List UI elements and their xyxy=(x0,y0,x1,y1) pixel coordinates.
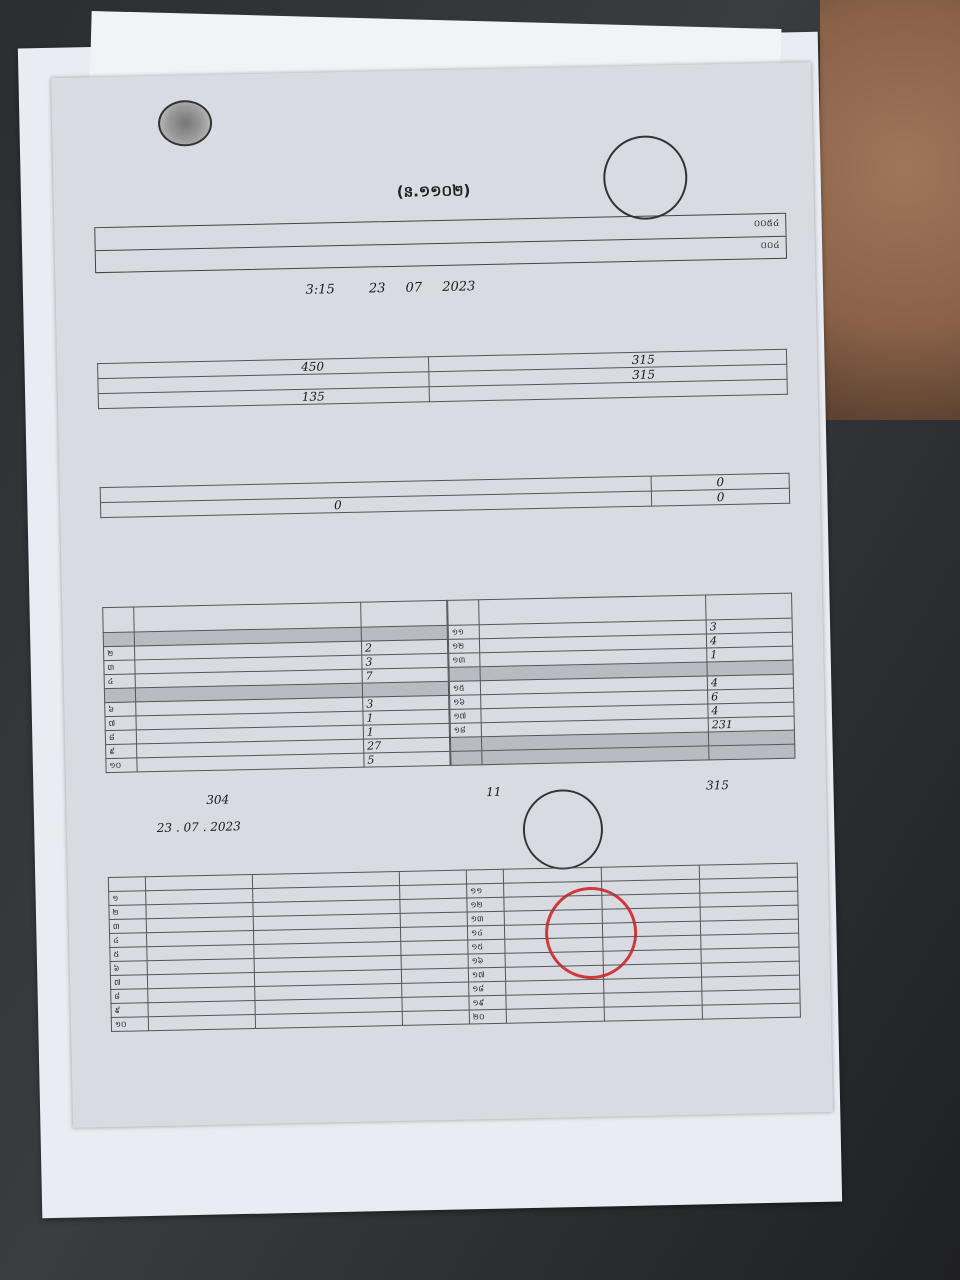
registered-count: 450 xyxy=(301,359,325,374)
form-date: 23 . 07 . 2023 xyxy=(156,819,241,836)
party-votes: 7 xyxy=(362,667,448,683)
counts-table xyxy=(97,349,788,409)
party-votes: 2 xyxy=(361,639,447,655)
date-month: 07 xyxy=(405,280,423,296)
votes-cast: 315 xyxy=(632,367,656,382)
party-votes: 6 xyxy=(708,688,794,704)
zero-a: 0 xyxy=(651,473,789,491)
party-results-left: ២ 2 ៣ 3 ៤ 7 ៦ 3 ៧ 1 ៨ 1 ៩ 27 ១០ 5 xyxy=(102,600,450,773)
valid-votes: 304 xyxy=(206,792,230,807)
zero-c: 0 xyxy=(652,488,790,506)
time-value: 3:15 xyxy=(305,282,335,298)
party-votes: 1 xyxy=(363,723,449,739)
form-title xyxy=(53,174,813,212)
party-votes: 1 xyxy=(363,709,449,725)
emblem-icon xyxy=(158,100,213,147)
party-votes: 1 xyxy=(707,646,793,662)
header-number-2: ០០៤ xyxy=(760,240,780,252)
party-votes: 3 xyxy=(706,618,792,634)
header-box xyxy=(94,213,787,273)
party-votes: 4 xyxy=(707,674,793,690)
party-votes: 4 xyxy=(706,632,792,648)
zero-b: 0 xyxy=(333,498,342,513)
background-ground xyxy=(820,0,960,420)
official-stamp xyxy=(602,135,688,221)
unused-ballots: 135 xyxy=(301,389,325,404)
total-votes: 315 xyxy=(705,778,730,793)
party-votes: 27 xyxy=(364,737,450,753)
zero-table xyxy=(100,473,790,518)
party-votes: 231 xyxy=(708,716,794,732)
date-year: 2023 xyxy=(442,279,476,295)
party-votes: 4 xyxy=(708,702,794,718)
header-number-1: ០០៥៤ xyxy=(753,218,780,230)
party-votes: 3 xyxy=(362,653,448,669)
official-stamp-lower xyxy=(522,789,604,871)
form-code: (ន.១១០២) xyxy=(396,181,471,201)
election-result-form xyxy=(51,62,833,1128)
party-results-right: ១១ 3 ១២ 4 ១៣ 1 ១៥ 4 ១៦ 6 ១៧ 4 ១៨ 231 xyxy=(447,593,795,766)
party-votes: 3 xyxy=(363,695,449,711)
ballots-received: 315 xyxy=(631,352,655,367)
party-votes: 5 xyxy=(364,751,450,767)
invalid-votes: 11 xyxy=(485,784,502,800)
date-day: 23 xyxy=(368,281,386,297)
witness-table: ១ ១១ ២ ១២ ៣ ១៣ ៤ ១៤ ៥ ១៥ ៦ ១៦ ៧ ១៧ ៨ ១៨ ៩ ១៩ ១០ ២០ xyxy=(108,863,801,1032)
